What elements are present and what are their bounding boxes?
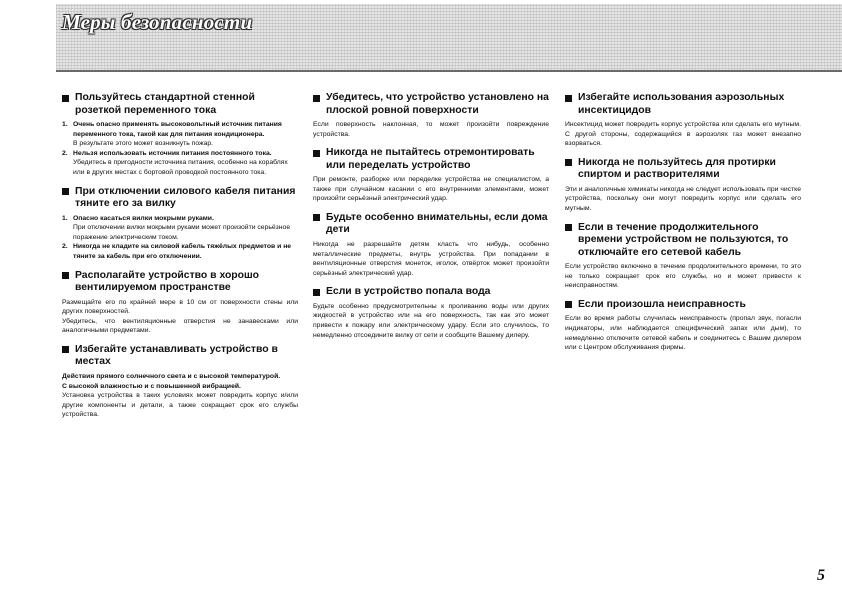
bullet-square-icon: [313, 289, 320, 296]
title-band: [56, 4, 842, 72]
bullet-square-icon: [313, 150, 320, 157]
bullet-square-icon: [565, 159, 572, 166]
section-heading: Располагайте устройство в хорошо вентилируемом пространстве: [62, 270, 298, 295]
bullet-square-icon: [62, 188, 69, 195]
section-wall-outlet: [62, 92, 298, 178]
bullet-square-icon: [313, 214, 320, 221]
bullet-square-icon: [313, 95, 320, 102]
section-avoid-locations: Избегайте устанавливать устройство в местах Действия прямого солнечного света и с высокой температурой. С высокой влажностью и с повышенной вибрацией. Установка устройства в таких условиях может повредить корпус и/или другие компоненты и детали, а также сокращает срок его службы устройства.: [62, 343, 298, 419]
section-heading: Никогда не пытайтесь отремонтировать или переделать устройство: [313, 147, 549, 172]
section-heading: Избегайте устанавливать устройство в местах: [62, 344, 298, 369]
section-water: Если в устройство попала вода Будьте особенно предусмотрительны к проливанию воды или других жидкостей в устройство или на его поверхность, так как это может привести к пожару или электрическому удару. Если это случилось, то немедленно отсоедините вилку от сети и сообщите Вашему дилеру.: [313, 286, 549, 339]
list-item: 2. Нельзя использовать источник питания постоянного тока. Убедитесь в пригодности источника питания, особенно на кораблях или в других местах с бортовой проводкой постоянного тока.: [62, 149, 288, 176]
bullet-square-icon: [62, 346, 69, 353]
section-heading: Если в течение продолжительного времени устройством не пользуются, то отключайте его сетевой кабель: [565, 222, 801, 260]
page-number: 5: [817, 567, 825, 584]
title-underline: [56, 70, 842, 72]
bullet-square-icon: [565, 224, 572, 231]
column-middle: [313, 92, 549, 348]
section-ventilation: Располагайте устройство в хорошо вентилируемом пространстве Размещайте его по крайней мере в 10 см от поверхности стены или других поверхностей. Убедитесь, что вентиляционные отверстия не занавесками или аналогичными предметами.: [62, 269, 298, 335]
list-item: 2. Никогда не кладите на силовой кабель тяжёлых предметов и не тяните за кабель при его отключении.: [62, 243, 292, 260]
section-unplug: [62, 186, 298, 262]
column-right: [565, 92, 801, 361]
column-left: [62, 92, 298, 428]
bullet-square-icon: [62, 272, 69, 279]
section-malfunction: Если произошла неисправность Если во время работы случилась неисправность (пропал звук, погасли индикаторы, или наблюдается специфический запах или дым), то немедленно отключите сетевой кабель и соединитесь с Вашим дилером или с Центром обслуживания фирмы.: [565, 298, 801, 352]
section-long-unused: Если в течение продолжительного времени устройством не пользуются, то отключайте его сетевой кабель Если устройство включено в течение продолжительного времени, то это не только сокращает срок его службы, но и может привести к неисправностям.: [565, 221, 801, 290]
section-heading: Пользуйтесь стандартной стенной розеткой переменного тока: [62, 92, 298, 117]
section-heading: Никогда не пользуйтесь для протирки спиртом и растворителями: [565, 157, 801, 182]
bullet-square-icon: [565, 301, 572, 308]
section-heading: Убедитесь, что устройство установлено на плоской ровной поверхности: [313, 92, 549, 117]
section-heading: Если в устройство попала вода: [313, 286, 549, 299]
section-heading: Избегайте использования аэрозольных инсектицидов: [565, 92, 801, 117]
section-heading: Будьте особенно внимательны, если дома дети: [313, 212, 549, 237]
section-heading: При отключении силового кабеля питания тяните его за вилку: [62, 186, 298, 211]
bullet-square-icon: [62, 95, 69, 102]
section-children: Будьте особенно внимательны, если дома дети Никогда не разрешайте детям класть что нибудь, особенно металлические предметы, внутрь устройства. При попадании в вентиляционные отверстия монеток, иголок, отвёрток может произойти серьёзный электрический удар.: [313, 211, 549, 277]
section-heading: Если произошла неисправность: [565, 299, 801, 312]
page-title: Меры безопасности: [62, 10, 253, 34]
list-item: 1. Опасно касаться вилки мокрыми руками. При отключении вилки мокрыми руками может произойти серьёзное поражение электрическим током.: [62, 214, 291, 241]
list-item: 1. Очень опасно применять высоковольтный источник питания переменного тока, такой как для питания кондиционера. В результате этого может возникнуть пожар.: [62, 121, 282, 148]
section-no-repair: Никогда не пытайтесь отремонтировать или переделать устройство При ремонте, разборке или переделке устройства не специалистом, а также при случайном касании с его внутренними элементами, может произойти серьёзный электрический удар.: [313, 147, 549, 203]
bullet-square-icon: [565, 95, 572, 102]
section-flat-surface: Убедитесь, что устройство установлено на плоской ровной поверхности Если поверхность наклонная, то может произойти повреждение устройства.: [313, 92, 549, 138]
section-solvents: Никогда не пользуйтесь для протирки спиртом и растворителями Эти и аналогичные химикаты никогда не следует использовать при чистке устройства, поскольку они могут повредить корпус или сделать его мутным.: [565, 156, 801, 212]
section-insecticides: Избегайте использования аэрозольных инсектицидов Инсектицид может повредить корпус устройства или сделать его мутным. С другой стороны, содержащийся в аэрозолях газ может внезапно взорваться.: [565, 92, 801, 148]
